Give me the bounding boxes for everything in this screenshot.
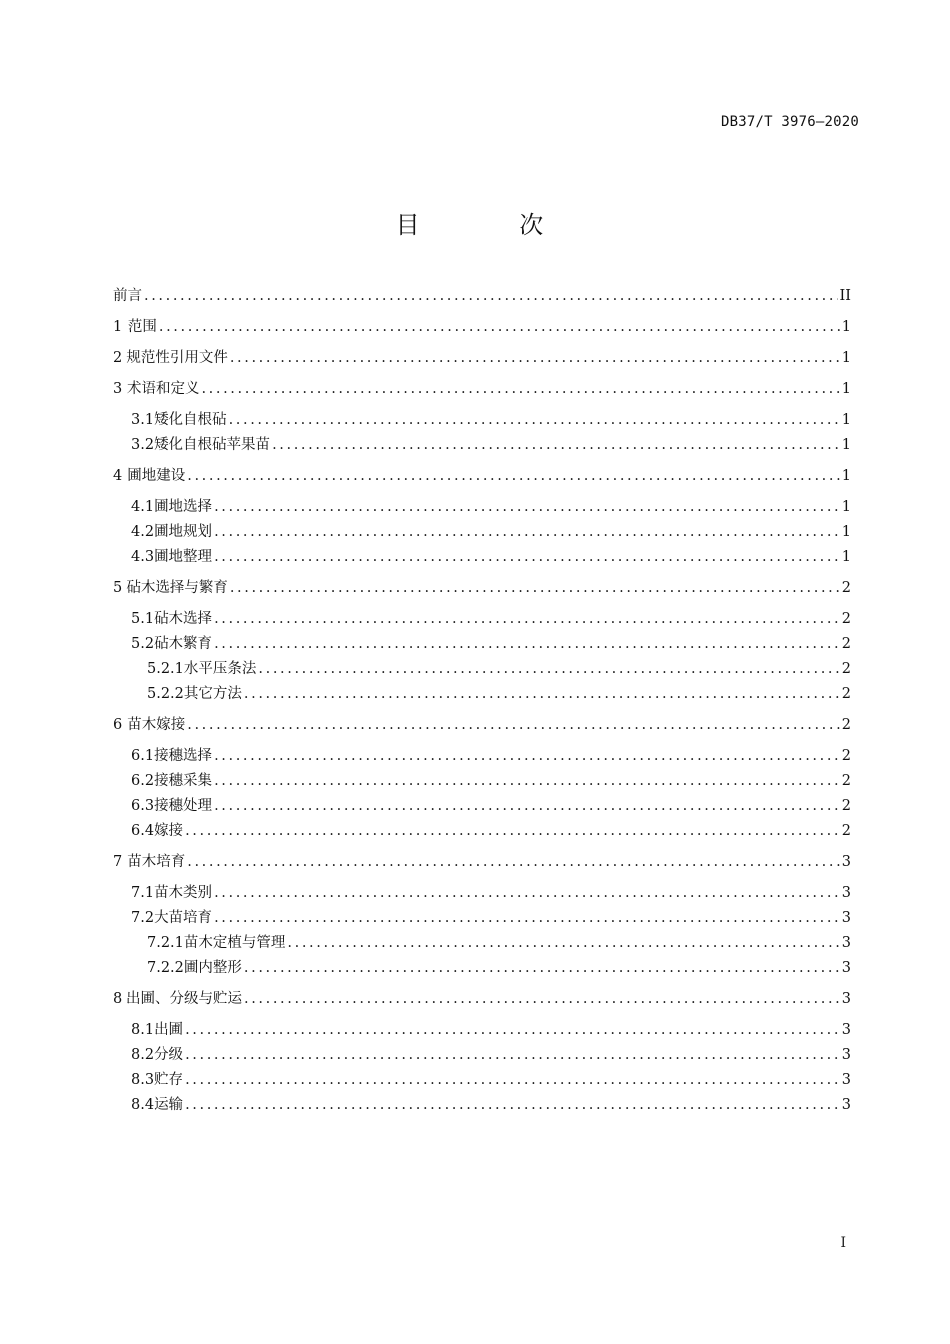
toc-entry-number: 6.4: [131, 823, 155, 839]
toc-entry-number: 8.4: [131, 1097, 155, 1113]
toc-entry-label: 苗木培育: [127, 854, 186, 870]
toc-entry-label: 分级: [154, 1047, 184, 1063]
toc-entry-number: 7.1: [131, 885, 155, 901]
toc-entry-label: 接穗选择: [154, 748, 213, 764]
toc-entry[interactable]: [113, 576, 851, 600]
toc-entry-number: 5.2.1: [147, 661, 184, 677]
toc-entry[interactable]: [113, 744, 851, 768]
toc-entry-number: 8.2: [131, 1047, 155, 1063]
toc-entry[interactable]: [113, 1043, 851, 1067]
toc-entry-page: 1: [841, 412, 851, 428]
toc-entry[interactable]: [113, 906, 851, 930]
toc-entry-page: 2: [841, 611, 851, 627]
toc-entry-number: 6.1: [131, 748, 155, 764]
toc-entry-label: 圃地选择: [154, 499, 213, 515]
toc-entry-page: 2: [841, 823, 851, 839]
toc-entry-label: 接穗处理: [154, 798, 213, 814]
toc-entry-page: 1: [841, 381, 851, 397]
toc-entry-label: 圃内整形: [183, 960, 242, 976]
toc-entry-page: 3: [841, 910, 851, 926]
toc-entry-page: 2: [841, 717, 851, 733]
toc-entry-number: 5.2.2: [147, 686, 184, 702]
toc-leader-dots: [159, 315, 840, 339]
toc-leader-dots: [185, 1018, 840, 1042]
toc-entry-number: 7.2.1: [147, 935, 184, 951]
toc-entry-page: 1: [841, 499, 851, 515]
toc-entry-number: 6.2: [131, 773, 155, 789]
toc-entry-number: 3.1: [131, 412, 155, 428]
toc-entry-label: 前言: [113, 288, 142, 304]
toc-entry-label: 其它方法: [183, 686, 242, 702]
toc-entry-label: 矮化自根砧: [154, 412, 227, 428]
toc-entry-page: 1: [841, 468, 851, 484]
toc-leader-dots: [287, 931, 839, 955]
toc-leader-dots: [214, 607, 840, 631]
toc-leader-dots: [272, 433, 840, 457]
toc-entry-label: 范围: [127, 319, 157, 335]
toc-leader-dots: [229, 408, 840, 432]
toc-entry-label: 苗木定植与管理: [183, 935, 286, 951]
toc-entry[interactable]: [113, 1093, 851, 1117]
toc-leader-dots: [185, 1068, 840, 1092]
toc-leader-dots: [230, 346, 840, 370]
toc-entry[interactable]: [113, 881, 851, 905]
toc-entry-page: 3: [841, 1047, 851, 1063]
toc-entry[interactable]: [113, 495, 851, 519]
toc-entry[interactable]: [113, 520, 851, 544]
toc-leader-dots: [187, 464, 840, 488]
toc-entry-number: 2: [113, 350, 123, 366]
toc-entry-label: 接穗采集: [154, 773, 213, 789]
toc-entry-page: 1: [841, 549, 851, 565]
toc-entry-page: 2: [841, 748, 851, 764]
toc-entry-page: 1: [841, 437, 851, 453]
toc-entry[interactable]: [113, 433, 851, 457]
toc-entry-number: 3: [113, 381, 123, 397]
toc-entry[interactable]: [113, 346, 851, 370]
toc-entry-label: 砧木选择与繁育: [126, 580, 228, 596]
toc-entry-number: 1: [113, 319, 123, 335]
toc-entry-label: 出圃: [154, 1022, 184, 1038]
toc-entry[interactable]: [113, 464, 851, 488]
toc-entry-label: 水平压条法: [183, 661, 257, 677]
toc-entry-number: 5.2: [131, 636, 155, 652]
toc-leader-dots: [144, 284, 838, 308]
toc-entry-label: 运输: [154, 1097, 184, 1113]
toc-leader-dots: [214, 520, 840, 544]
toc-entry-label: 圃地建设: [127, 468, 186, 484]
toc-entry-number: 6.3: [131, 798, 155, 814]
toc-entry-page: 3: [841, 935, 851, 951]
toc-entry-number: 8.1: [131, 1022, 155, 1038]
toc-leader-dots: [185, 1043, 840, 1067]
toc-leader-dots: [185, 1093, 840, 1117]
toc-entry-page: 2: [841, 798, 851, 814]
toc-entry-page: 1: [841, 524, 851, 540]
toc-entry-label: 苗木嫁接: [127, 717, 186, 733]
toc-entry[interactable]: [113, 408, 851, 432]
toc-entry-number: 6: [113, 717, 123, 733]
toc-entry[interactable]: [113, 931, 851, 955]
toc-entry-label: 大苗培育: [154, 910, 213, 926]
toc-leader-dots: [244, 956, 840, 980]
toc-entry[interactable]: [113, 284, 851, 308]
toc-entry-label: 出圃、分级与贮运: [126, 991, 243, 1007]
toc-entry[interactable]: [113, 769, 851, 793]
toc-entry-number: 4.1: [131, 499, 155, 515]
toc-entry-number: 4: [113, 468, 123, 484]
toc-entry-label: 圃地整理: [154, 549, 213, 565]
toc-leader-dots: [258, 657, 839, 681]
toc-entry-label: 苗木类别: [154, 885, 213, 901]
toc-entry-page: 3: [841, 1097, 851, 1113]
toc-entry-page: 3: [841, 854, 851, 870]
toc-entry-label: 圃地规划: [154, 524, 213, 540]
toc-entry-page: 2: [841, 580, 851, 596]
toc-entry-page: 1: [841, 319, 851, 335]
toc-entry-page: 1: [841, 350, 851, 366]
page-number: I: [840, 1235, 846, 1251]
toc-leader-dots: [214, 769, 840, 793]
toc-entry[interactable]: [113, 657, 851, 681]
toc-entry[interactable]: [113, 315, 851, 339]
toc-entry-page: 2: [841, 636, 851, 652]
toc-entry-page: 3: [841, 960, 851, 976]
toc-entry-number: 7.2.2: [147, 960, 184, 976]
toc-entry[interactable]: [113, 1068, 851, 1092]
toc-entry[interactable]: [113, 987, 851, 1011]
toc-entry-label: 砧木繁育: [154, 636, 213, 652]
toc-entry-number: 3.2: [131, 437, 155, 453]
toc-entry-label: 贮存: [154, 1072, 184, 1088]
toc-leader-dots: [214, 545, 840, 569]
toc-entry[interactable]: [113, 632, 851, 656]
toc-entry-label: 术语和定义: [126, 381, 200, 397]
toc-entry-page: 3: [841, 1022, 851, 1038]
toc-entry-number: 8.3: [131, 1072, 155, 1088]
toc-entry[interactable]: [113, 713, 851, 737]
toc-entry-number: 4.2: [131, 524, 155, 540]
toc-entry[interactable]: [113, 377, 851, 401]
toc-leader-dots: [244, 987, 840, 1011]
toc-leader-dots: [230, 576, 840, 600]
toc-entry-page: 3: [841, 1072, 851, 1088]
toc-entry[interactable]: [113, 682, 851, 706]
toc-leader-dots: [214, 881, 840, 905]
toc-entry-label: 规范性引用文件: [126, 350, 228, 366]
toc-entry[interactable]: [113, 819, 851, 843]
toc-leader-dots: [244, 682, 840, 706]
toc-entry-number: 5: [113, 580, 123, 596]
toc-entry-page: 2: [841, 773, 851, 789]
toc-entry-page: II: [839, 288, 851, 304]
toc-entry-page: 3: [841, 991, 851, 1007]
document-code: DB37/T 3976—2020: [720, 114, 859, 130]
toc-leader-dots: [201, 377, 839, 401]
toc-entry-label: 矮化自根砧苹果苗: [154, 437, 271, 453]
toc-leader-dots: [214, 495, 840, 519]
toc-entry-number: 7: [113, 854, 123, 870]
toc-leader-dots: [214, 794, 840, 818]
toc-entry-page: 2: [841, 686, 851, 702]
toc-leader-dots: [214, 744, 840, 768]
toc-entry-label: 砧木选择: [154, 611, 213, 627]
toc-entry-number: 8: [113, 991, 123, 1007]
toc-entry[interactable]: [113, 545, 851, 569]
toc-entry-number: 4.3: [131, 549, 155, 565]
toc-title: 目 次: [395, 211, 590, 239]
toc-leader-dots: [187, 850, 840, 874]
toc-entry[interactable]: [113, 794, 851, 818]
toc-entry-number: 5.1: [131, 611, 155, 627]
toc-leader-dots: [214, 632, 840, 656]
toc-entry-page: 2: [841, 661, 851, 677]
toc-entry-page: 3: [841, 885, 851, 901]
toc-entry-label: 嫁接: [154, 823, 184, 839]
toc-entry[interactable]: [113, 850, 851, 874]
toc-entry[interactable]: [113, 956, 851, 980]
toc-leader-dots: [214, 906, 840, 930]
toc-leader-dots: [185, 819, 840, 843]
toc-entry-number: 7.2: [131, 910, 155, 926]
toc-leader-dots: [187, 713, 840, 737]
toc-entry[interactable]: [113, 607, 851, 631]
toc-entry[interactable]: [113, 1018, 851, 1042]
